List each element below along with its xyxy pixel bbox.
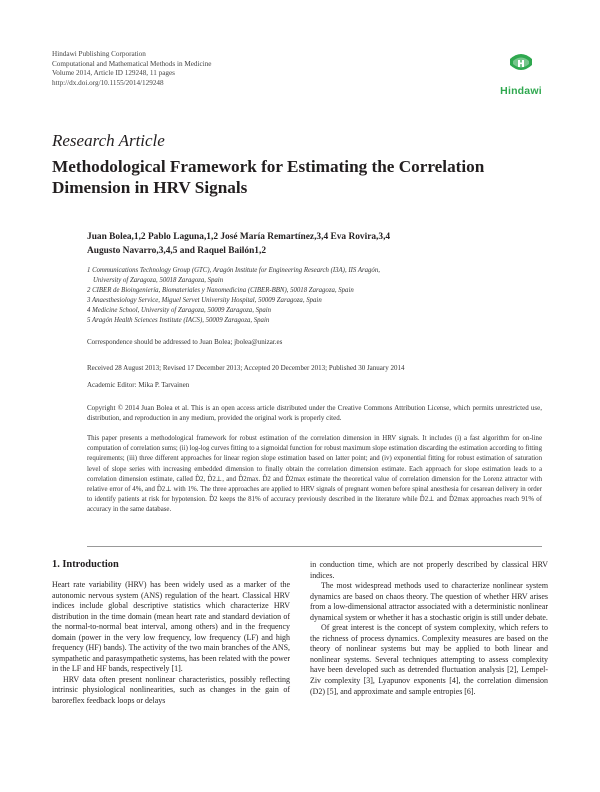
publisher: Hindawi Publishing Corporation — [52, 50, 146, 58]
paragraph: The most widespread methods used to characterize nonlinear system dynamics are based on chaos theory. The question of whether HRV arises from a low-dimensional attractor associated with a deterministic nonlinear dynamical system or whether it has a stochastic origin is still under debate. — [310, 581, 548, 622]
academic-editor: Academic Editor: Mika P. Tarvainen — [87, 381, 190, 389]
correspondence: Correspondence should be addressed to Juan Bolea; jbolea@unizar.es — [87, 338, 283, 346]
journal-header — [52, 50, 212, 88]
volume-info: Volume 2014, Article ID 129248, 11 pages — [52, 69, 175, 78]
affiliation: 3 Anaesthesiology Service, Miguel Servet University Hospital, 50009 Zaragoza, Spain — [87, 297, 322, 305]
article-type: Research Article — [52, 131, 165, 150]
affiliations — [87, 266, 537, 327]
left-column — [52, 580, 290, 707]
authors-line-2: Augusto Navarro,3,4,5 and Raquel Bailón1,2 — [87, 246, 267, 256]
abstract: This paper presents a methodological framework for robust estimation of the correlation dimension in HRV signals. It includes (i) a fast algorithm for on-line computation of correlation sums; (ii) log-log curves fitting to a sigmoidal function for robust maximum slope estimation discarding the estimation according to fitting requirements; (iii) three different approaches for linear region slope estimation based on latter point; and (iv) exponential fitting for robust estimation of saturation level of slope series with increasing embedded dimension to finally obtain the correlation dimension estimate. Each approach for slope estimation leads to a correlation dimension estimate, called D̂2, D̂2⊥, and D̂2max. D̂2 and D̂2max estimate the theoretical value of correlation dimension for the Lorenz attractor with relative error of 4%, and D̂2⊥ with 1%. The three approaches are applied to HRV signals of pregnant women before spinal anesthesia for cesarean delivery in order to identify patients at risk for hypotension. D̂2 keeps the 81% of accuracy previously described in the literature while D̂2⊥ and D̂2max approaches reach 91% of accuracy in the same database. — [87, 435, 542, 514]
affiliation: 1 Communications Technology Group (GTC), Aragón Institute for Engineering Research (I3A), IIS Aragón, — [87, 267, 380, 274]
paragraph: HRV data often present nonlinear characteristics, possibly reflecting intrinsic physiological nonlinearities, such as changes in the gain of baroreflex feedback loops or delays — [52, 674, 290, 706]
paragraph: Heart rate variability (HRV) has been widely used as a marker of the autonomic nervous system (ANS) regulation of the heart. Classical HRV indices include global descriptive statistics which characterize HRV distribution in the time domain (mean heart rate and standard deviation of the normal-to-normal beat interval, among others) and in the frequency domain (power in the very low frequency, low frequency (LF) and high frequency (HF) bands). The activity of the two main branches of the ANS, sympathetic and parasympathetic systems, has been related with the power in the LF and HF bands, respectively [1]. — [52, 580, 290, 674]
affiliation: University of Zaragoza, 50018 Zaragoza, Spain — [93, 277, 224, 285]
hindawi-logo — [497, 51, 545, 97]
affiliation: 4 Medicine School, University of Zaragoza, 50009 Zaragoza, Spain — [87, 307, 272, 315]
paper-title: Methodological Framework for Estimating the Correlation Dimension in HRV Signals — [52, 157, 485, 197]
affiliation: 2 CIBER de Bioingeniería, Biomateriales y Nanomedicina (CIBER-BBN), 50018 Zaragoza, Spain — [87, 287, 354, 295]
authors-line-1: Juan Bolea,1,2 Pablo Laguna,1,2 José María Remartínez,3,4 Eva Rovira,3,4 — [87, 232, 391, 242]
right-column — [310, 560, 548, 697]
divider — [87, 546, 542, 547]
authors — [87, 230, 517, 258]
logo-text: Hindawi — [500, 85, 542, 97]
section-heading: 1. Introduction — [52, 559, 119, 570]
publication-dates: Received 28 August 2013; Revised 17 December 2013; Accepted 20 December 2013; Published 30 January 2014 — [87, 364, 405, 372]
copyright-notice: Copyright © 2014 Juan Bolea et al. This is an open access article distributed under the Creative Commons Attribution License, which permits unrestricted use, distribution, and reproduction in any medium, provided the original work is properly cited. — [87, 404, 542, 423]
paragraph: in conduction time, which are not properly described by classical HRV indices. — [310, 560, 548, 580]
doi-link[interactable]: http://dx.doi.org/10.1155/2014/129248 — [52, 78, 164, 87]
hindawi-logo-icon — [506, 51, 536, 79]
paragraph: Of great interest is the concept of system complexity, which refers to the richness of process dynamics. Complexity measures are based on the theory of nonlinear systems but may be applied to both linear and nonlinear systems. Several techniques attempting to assess complexity have been developed such as detrended fluctuation analysis [2], Lempel-Ziv complexity [3], Lyapunov exponents [4], the correlation dimension (D2) [5], and approximate and sample entropies [6]. — [310, 623, 548, 696]
affiliation: 5 Aragón Health Sciences Institute (IACS), 50009 Zaragoza, Spain — [87, 317, 270, 325]
journal-name: Computational and Mathematical Methods in Medicine — [52, 59, 212, 68]
